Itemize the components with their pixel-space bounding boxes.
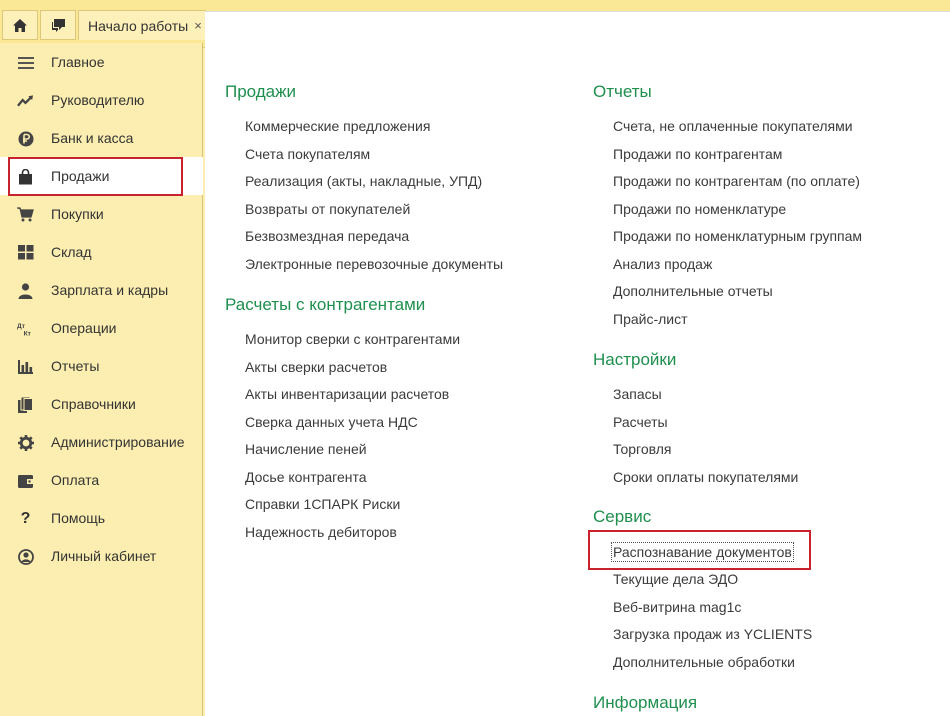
kt-label: Кт — [23, 330, 31, 337]
link-debtor-reliability[interactable]: Надежность дебиторов — [245, 524, 397, 540]
link-edo-tasks[interactable]: Текущие дела ЭДО — [613, 571, 739, 587]
link-penalty-accrual[interactable]: Начисление пеней — [245, 441, 367, 457]
link-additional-processing[interactable]: Дополнительные обработки — [613, 654, 795, 670]
tab-label: Начало работы — [88, 17, 189, 34]
sidebar-item-operations[interactable] — [0, 309, 203, 347]
link-sales-by-counterparty[interactable]: Продажи по контрагентам — [613, 146, 783, 162]
section-title-sales: Продажи — [225, 82, 296, 101]
sidebar-item-label: Личный кабинет — [51, 548, 157, 564]
link-payment-terms[interactable]: Сроки оплаты покупателями — [613, 469, 799, 485]
sidebar-item-label: Помощь — [51, 510, 106, 526]
link-document-recognition[interactable]: Распознавание документов — [613, 544, 792, 560]
chat-button[interactable] — [40, 10, 76, 40]
sidebar-item-admin[interactable] — [0, 423, 203, 461]
link-sales-analysis[interactable]: Анализ продаж — [613, 256, 713, 272]
link-e-transport-docs[interactable]: Электронные перевозочные документы — [245, 256, 504, 272]
link-customer-returns[interactable]: Возвраты от покупателей — [245, 201, 411, 217]
link-stocks[interactable]: Запасы — [613, 386, 662, 402]
section-title-settings: Настройки — [593, 350, 677, 369]
link-commercial-offers[interactable]: Коммерческие предложения — [245, 118, 431, 134]
tab-close-icon[interactable]: × — [194, 18, 202, 33]
dt-label: Дт — [17, 322, 25, 330]
link-free-transfer[interactable]: Безвозмездная передача — [245, 228, 410, 244]
link-sales-realization[interactable]: Реализация (акты, накладные, УПД) — [245, 173, 483, 189]
section-title-reports: Отчеты — [593, 82, 652, 101]
tab-start-page[interactable] — [78, 10, 206, 40]
gear-icon — [17, 434, 34, 451]
user-circle-icon — [17, 548, 34, 565]
link-counterparty-dossier[interactable]: Досье контрагента — [245, 469, 367, 485]
link-settlements[interactable]: Расчеты — [613, 414, 668, 430]
top-bar-strip — [205, 0, 950, 10]
link-trade[interactable]: Торговля — [613, 441, 672, 457]
sidebar-item-label: Отчеты — [51, 358, 100, 374]
link-sales-by-item[interactable]: Продажи по номенклатуре — [613, 201, 787, 217]
sidebar-item-label: Банк и касса — [51, 130, 134, 146]
sidebar-item-label: Продажи — [51, 168, 110, 184]
sidebar-item-sales[interactable] — [0, 157, 203, 195]
sidebar-item-warehouse[interactable] — [0, 233, 203, 271]
trend-up-icon — [17, 92, 34, 109]
sidebar-item-label: Склад — [51, 244, 92, 260]
sidebar-item-directories[interactable] — [0, 385, 203, 423]
link-web-storefront[interactable]: Веб-витрина mag1c — [613, 599, 742, 615]
link-yclients-import[interactable]: Загрузка продаж из YCLIENTS — [613, 626, 813, 642]
shopping-bag-icon — [17, 168, 34, 185]
sidebar-item-salary[interactable] — [0, 271, 203, 309]
link-inventory-acts[interactable]: Акты инвентаризации расчетов — [245, 386, 450, 402]
ruble-coin-icon — [17, 130, 34, 147]
link-spark-risks[interactable]: Справки 1СПАРК Риски — [245, 496, 401, 512]
sidebar-item-label: Операции — [51, 320, 117, 336]
sidebar-item-main[interactable] — [0, 43, 203, 81]
sidebar-item-label: Покупки — [51, 206, 104, 222]
sidebar-item-label: Оплата — [51, 472, 100, 488]
sidebar-item-help[interactable] — [0, 499, 203, 537]
link-vat-reconciliation[interactable]: Сверка данных учета НДС — [245, 414, 418, 430]
books-icon — [17, 396, 34, 413]
person-icon — [17, 282, 34, 299]
section-title-service: Сервис — [593, 507, 652, 526]
link-customer-invoices[interactable]: Счета покупателям — [245, 146, 371, 162]
sidebar-item-manager[interactable] — [0, 81, 203, 119]
sidebar-item-label: Справочники — [51, 396, 136, 412]
dt-kt-icon — [17, 320, 34, 337]
link-additional-reports[interactable]: Дополнительные отчеты — [613, 283, 773, 299]
home-button[interactable] — [2, 10, 38, 40]
chat-icon — [50, 18, 67, 33]
section-title-info: Информация — [593, 693, 698, 712]
wallet-icon — [17, 472, 34, 489]
home-icon — [12, 18, 28, 33]
link-unpaid-invoices[interactable]: Счета, не оплаченные покупателями — [613, 118, 853, 134]
sidebar-item-account[interactable] — [0, 537, 203, 575]
sidebar — [0, 43, 203, 716]
link-reconciliation-acts[interactable]: Акты сверки расчетов — [245, 359, 388, 375]
question-icon: ? — [20, 509, 31, 527]
sidebar-item-reports[interactable] — [0, 347, 203, 385]
cart-icon — [17, 206, 34, 223]
sidebar-item-purchases[interactable] — [0, 195, 203, 233]
sidebar-item-label: Зарплата и кадры — [51, 282, 169, 298]
sidebar-item-label: Руководителю — [51, 92, 145, 108]
sidebar-item-bank[interactable] — [0, 119, 203, 157]
sidebar-item-label: Администрирование — [51, 434, 185, 450]
sidebar-item-label: Главное — [51, 54, 105, 70]
link-price-list[interactable]: Прайс-лист — [613, 311, 688, 327]
warehouse-icon — [17, 244, 34, 261]
link-sales-by-item-group[interactable]: Продажи по номенклатурным группам — [613, 228, 863, 244]
menu-lines-icon — [17, 54, 34, 71]
bar-chart-icon — [17, 358, 34, 375]
link-reconciliation-monitor[interactable]: Монитор сверки с контрагентами — [245, 331, 461, 347]
link-sales-by-counterparty-payment[interactable]: Продажи по контрагентам (по оплате) — [613, 173, 860, 189]
sidebar-item-payment[interactable] — [0, 461, 203, 499]
section-title-settlements: Расчеты с контрагентами — [225, 295, 426, 314]
